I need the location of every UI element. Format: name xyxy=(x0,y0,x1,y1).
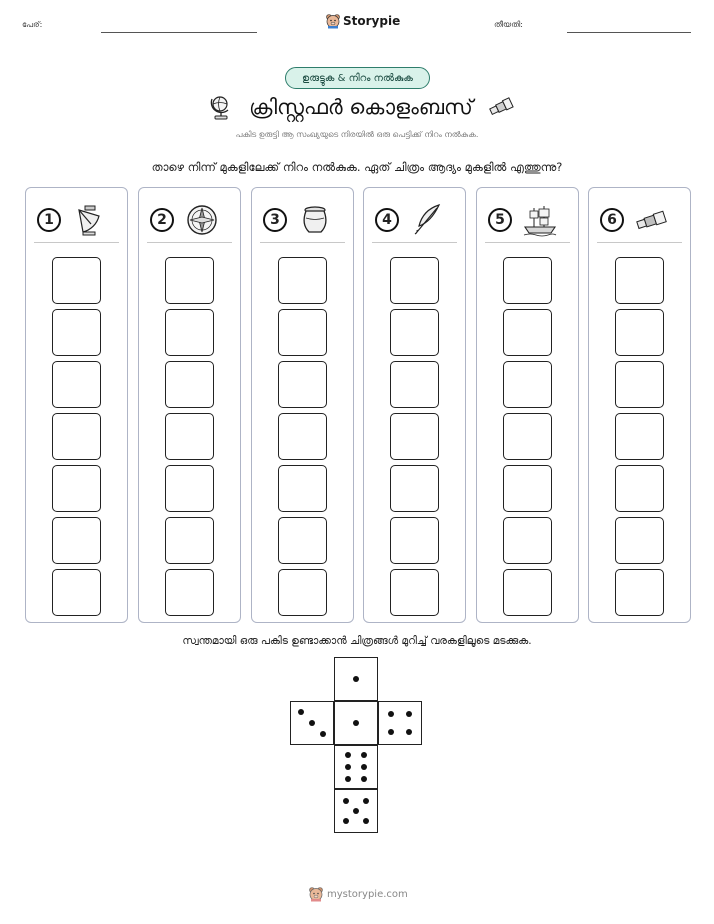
pip xyxy=(345,752,351,758)
column-3 xyxy=(251,187,354,623)
column-2 xyxy=(138,187,241,623)
footer-url: mystorypie.com xyxy=(327,888,408,900)
column-5 xyxy=(476,187,579,623)
color-box[interactable] xyxy=(503,361,552,408)
color-box[interactable] xyxy=(615,257,664,304)
color-box[interactable] xyxy=(615,361,664,408)
color-box[interactable] xyxy=(278,257,327,304)
color-box[interactable] xyxy=(165,257,214,304)
activity-pill: ഉരുട്ടുക & നിറം നൽകുക xyxy=(285,67,430,89)
color-box[interactable] xyxy=(165,361,214,408)
name-line[interactable] xyxy=(101,32,257,33)
pip xyxy=(361,752,367,758)
column-header xyxy=(260,198,345,243)
pip xyxy=(345,764,351,770)
die-face-six xyxy=(334,745,378,789)
color-box[interactable] xyxy=(52,465,101,512)
box-stack xyxy=(165,257,214,621)
sextant-icon xyxy=(71,202,107,238)
box-stack xyxy=(278,257,327,621)
column-1 xyxy=(25,187,128,623)
subtitle: പകിട ഉരുട്ടി ആ സംഖ്യയുടെ നിരയിൽ ഒരു പെട്ടിക്ക് നിറം നൽകുക. xyxy=(235,130,479,139)
color-box[interactable] xyxy=(278,465,327,512)
color-box[interactable] xyxy=(165,569,214,616)
color-box[interactable] xyxy=(390,569,439,616)
color-box[interactable] xyxy=(615,309,664,356)
column-number: 1 xyxy=(37,208,61,232)
column-6 xyxy=(588,187,691,623)
box-stack xyxy=(615,257,664,621)
color-box[interactable] xyxy=(278,569,327,616)
color-box[interactable] xyxy=(52,257,101,304)
color-box[interactable] xyxy=(615,569,664,616)
color-box[interactable] xyxy=(390,361,439,408)
color-box[interactable] xyxy=(278,309,327,356)
color-box[interactable] xyxy=(503,465,552,512)
color-box[interactable] xyxy=(52,517,101,564)
die-face-five xyxy=(334,789,378,833)
column-number: 3 xyxy=(263,208,287,232)
color-box[interactable] xyxy=(165,413,214,460)
pip xyxy=(361,764,367,770)
color-box[interactable] xyxy=(390,257,439,304)
pip xyxy=(361,776,367,782)
color-box[interactable] xyxy=(615,517,664,564)
bear-icon xyxy=(325,13,341,29)
color-box[interactable] xyxy=(278,517,327,564)
globe-icon xyxy=(207,93,235,121)
column-4 xyxy=(363,187,466,623)
pip xyxy=(320,731,326,737)
name-label: പേര്: xyxy=(22,20,43,29)
box-stack xyxy=(390,257,439,621)
bear-icon xyxy=(308,886,324,902)
die-face-one xyxy=(334,701,378,745)
pot-icon xyxy=(297,202,333,238)
pip xyxy=(406,729,412,735)
color-box[interactable] xyxy=(503,309,552,356)
spyglass-icon xyxy=(487,93,515,121)
compass-icon xyxy=(184,202,220,238)
footer xyxy=(308,886,408,902)
pip xyxy=(345,776,351,782)
pip xyxy=(343,798,349,804)
column-header xyxy=(34,198,119,243)
column-header xyxy=(372,198,457,243)
die-face-one xyxy=(334,657,378,701)
spyglass-icon xyxy=(634,202,670,238)
pip xyxy=(388,729,394,735)
column-header xyxy=(597,198,682,243)
color-box[interactable] xyxy=(615,465,664,512)
pip xyxy=(298,709,304,715)
color-box[interactable] xyxy=(390,413,439,460)
column-number: 6 xyxy=(600,208,624,232)
instruction: താഴെ നിന്ന് മുകളിലേക്ക് നിറം നൽകുക. ഏത് ചിത്രം ആദ്യം മുകളിൽ എത്തുന്നു? xyxy=(151,160,563,174)
color-box[interactable] xyxy=(278,361,327,408)
brand-name: Storypie xyxy=(343,14,401,28)
title-row xyxy=(196,90,526,124)
color-box[interactable] xyxy=(390,517,439,564)
color-box[interactable] xyxy=(278,413,327,460)
pip xyxy=(343,818,349,824)
color-box[interactable] xyxy=(52,413,101,460)
pip xyxy=(353,676,359,682)
color-box[interactable] xyxy=(503,413,552,460)
date-line[interactable] xyxy=(567,32,691,33)
color-box[interactable] xyxy=(52,361,101,408)
color-box[interactable] xyxy=(390,465,439,512)
pip xyxy=(353,808,359,814)
color-box[interactable] xyxy=(503,569,552,616)
color-box[interactable] xyxy=(165,465,214,512)
net-caption: സ്വന്തമായി ഒരു പകിട ഉണ്ടാക്കാൻ ചിത്രങ്ങൾ മുറിച്ച് വരകളിലൂടെ മടക്കുക. xyxy=(182,635,532,647)
pip xyxy=(406,711,412,717)
box-stack xyxy=(52,257,101,621)
ship-icon xyxy=(522,202,558,238)
column-header xyxy=(147,198,232,243)
pip xyxy=(309,720,315,726)
storypie-logo xyxy=(325,13,400,29)
column-number: 2 xyxy=(150,208,174,232)
color-box[interactable] xyxy=(503,517,552,564)
pip xyxy=(363,798,369,804)
column-header xyxy=(485,198,570,243)
die-face-three xyxy=(290,701,334,745)
color-box[interactable] xyxy=(165,309,214,356)
color-box[interactable] xyxy=(52,309,101,356)
color-box[interactable] xyxy=(503,257,552,304)
pip xyxy=(363,818,369,824)
page-title: ക്രിസ്റ്റഫർ കൊളംബസ് xyxy=(249,94,473,119)
column-number: 5 xyxy=(488,208,512,232)
color-box[interactable] xyxy=(52,569,101,616)
color-box[interactable] xyxy=(165,517,214,564)
column-number: 4 xyxy=(375,208,399,232)
quill-icon xyxy=(409,202,445,238)
box-stack xyxy=(503,257,552,621)
color-box[interactable] xyxy=(615,413,664,460)
color-box[interactable] xyxy=(390,309,439,356)
date-label: തീയതി: xyxy=(494,20,523,29)
pip xyxy=(388,711,394,717)
pip xyxy=(353,720,359,726)
die-face-four xyxy=(378,701,422,745)
